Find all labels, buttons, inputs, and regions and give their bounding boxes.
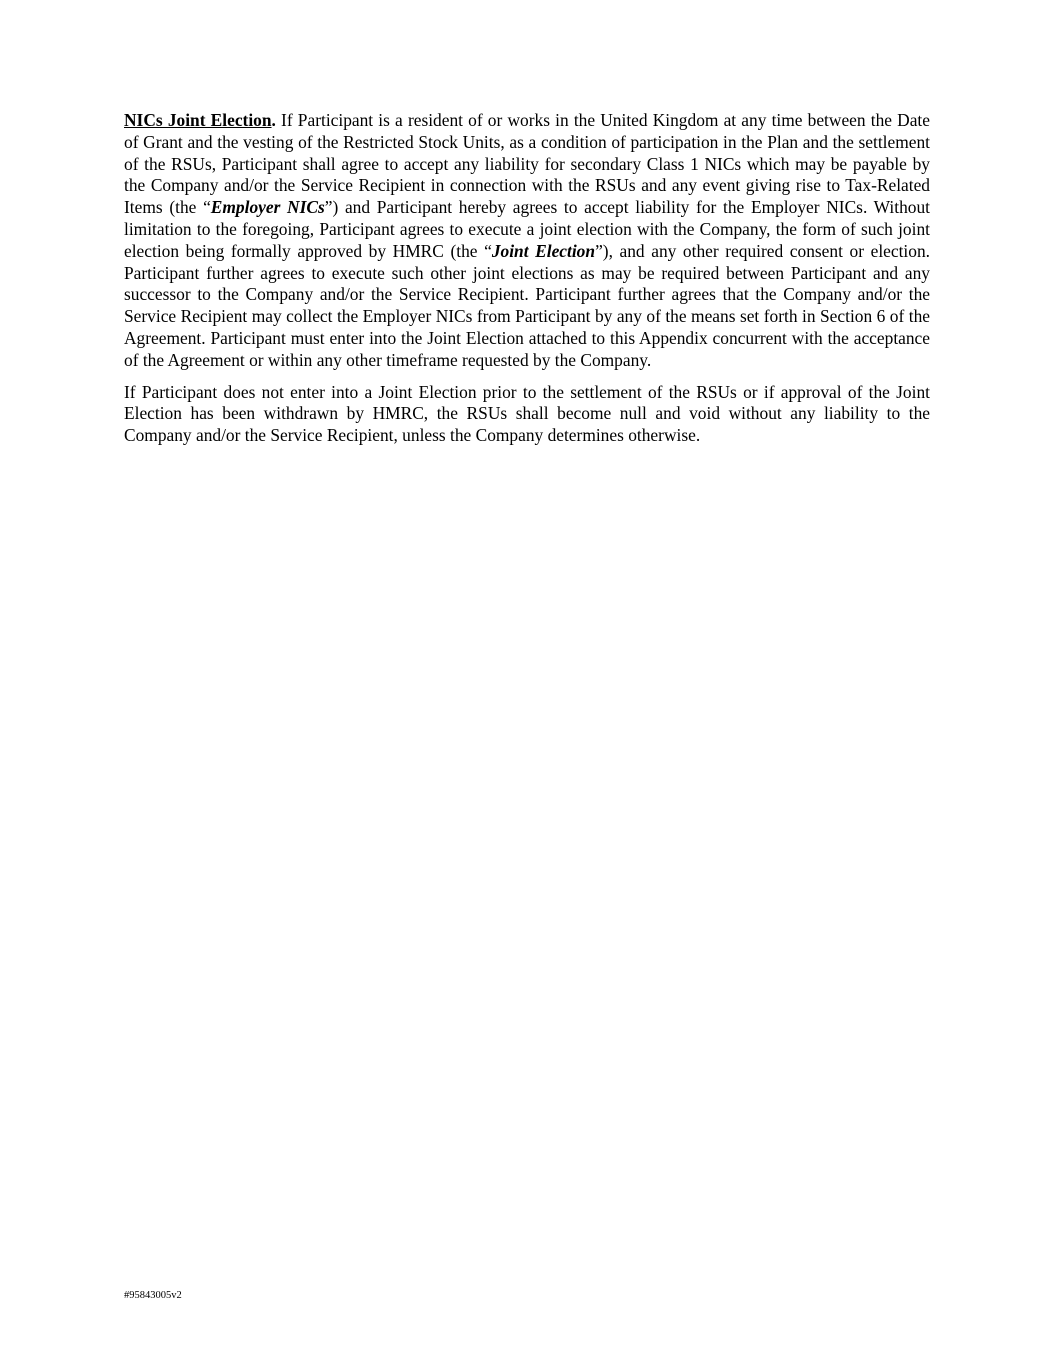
paragraph-text-part-1: If Participant is a resident of or works in the United Kingdom at any time between the Date of Grant and the vesting of the Restricted Stock Units, as a condition of participation in the Plan and the settlement of the RSUs, Participant shall agree to accept any liability for secondary Class 1 NICs which may be payable by the Company and/or the Service Recipient in connection with the RSUs and any event giving rise to Tax-Related Items (the “ bbox=[124, 110, 930, 218]
document-id-footer: #95843005v2 bbox=[124, 1290, 182, 1301]
defined-term-joint-election: Joint Election bbox=[491, 240, 596, 261]
paragraph-text-part-2: ”) and Participant hereby agrees to accept liability for the Employer NICs. Without limitation to the foregoing, Participant agrees to execute a joint election with the Company, the form of such joint election being formally approved by HMRC (the “ bbox=[124, 197, 930, 261]
document-body bbox=[124, 110, 930, 457]
section-heading: NICs Joint Election bbox=[124, 110, 272, 130]
defined-term-employer-nics: Employer NICs bbox=[210, 197, 325, 218]
paragraph-text-part-3: ”), and any other required consent or election. Participant further agrees to execute such other joint elections as may be required between Participant and any successor to the Company and/or the Service Recipient. Participant further agrees that the Company and/or the Service Recipient may collect the Employer NICs from Participant by any of the means set forth in Section 6 of the Agreement. Participant must enter into the Joint Election attached to this Appendix concurrent with the acceptance of the Agreement or within any other timeframe requested by the Company. bbox=[124, 240, 930, 370]
nics-joint-election-paragraph bbox=[124, 110, 930, 372]
heading-period: . bbox=[271, 110, 276, 130]
null-and-void-paragraph: If Participant does not enter into a Joint Election prior to the settlement of the RSUs or if approval of the Joint Election has been withdrawn by HMRC, the RSUs shall become null and void without any liability to the Company and/or the Service Recipient, unless the Company determines otherwise. bbox=[124, 381, 930, 446]
